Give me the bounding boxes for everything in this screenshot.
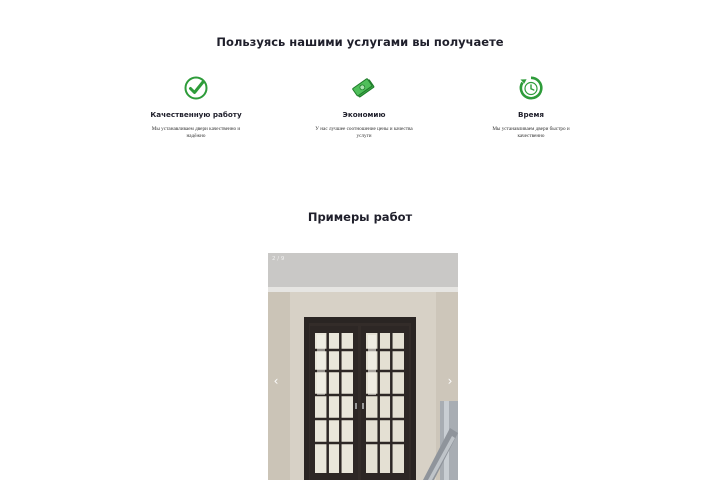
- checkmark-icon: [184, 76, 208, 100]
- gallery-counter: 2 / 9: [272, 256, 285, 262]
- benefit-quality: [136, 76, 256, 140]
- money-icon: [352, 76, 376, 100]
- works-gallery[interactable]: [268, 253, 458, 480]
- benefit-description: У нас лучшее соотношение цены и качества услуги: [315, 126, 413, 140]
- benefit-description: Мы устанавливаем двери быстро и качественно: [492, 126, 570, 140]
- gallery-prev-button[interactable]: ‹: [273, 374, 279, 388]
- benefit-title: Время: [518, 110, 544, 119]
- gallery-next-button[interactable]: ›: [447, 374, 453, 388]
- benefit-title: Экономию: [342, 110, 386, 119]
- benefit-time: [471, 76, 591, 140]
- gallery-photo: [268, 253, 458, 480]
- benefits-title: Пользуясь нашими услугами вы получаете: [216, 35, 504, 49]
- benefit-title: Качественную работу: [150, 110, 242, 119]
- clock-icon: [519, 76, 543, 100]
- works-title: Примеры работ: [307, 210, 413, 224]
- benefit-savings: [304, 76, 424, 140]
- benefit-description: Мы устанавливаем двери качественно и надёжно: [151, 126, 241, 140]
